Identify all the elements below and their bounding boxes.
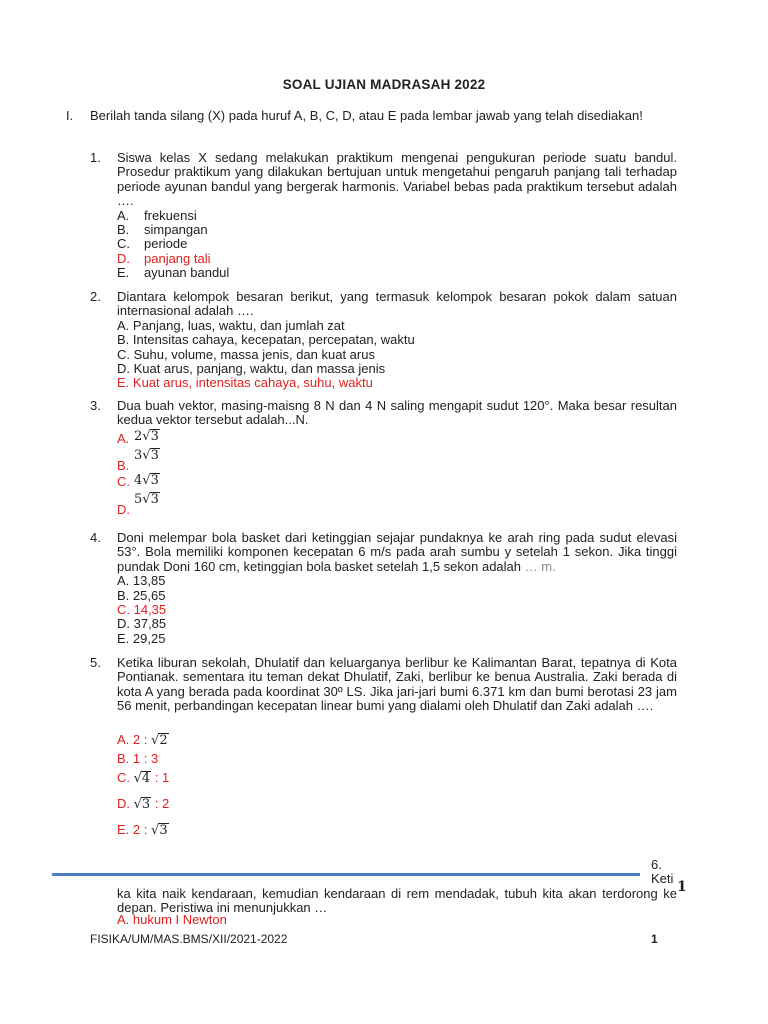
option-a: A. 13,85 — [117, 573, 166, 589]
question-text: Siswa kelas X sedang melakukan praktikum mengenai pengukuran periode suatu bandul. Prosedur praktikum yang dilakukan bertujuan untuk mengetahui pengaruh panjang tali terhadap periode ayunan bandul yang bergerak harmonis. Variabel bebas pada praktikum tersebut adalah …. — [117, 150, 677, 209]
option-c: C. Suhu, volume, massa jenis, dan kuat arus — [117, 346, 375, 362]
question-1 — [90, 151, 677, 281]
page-title: SOAL UJIAN MADRASAH 2022 — [282, 77, 486, 92]
option-a: A. 2 : √2 — [117, 732, 168, 748]
question-5 — [90, 656, 677, 714]
horizontal-rule — [52, 873, 640, 876]
option-b: B. 25,65 — [117, 587, 166, 603]
option-b: B. 1 : 3 — [117, 751, 159, 766]
option-c: C. periode — [117, 236, 188, 252]
option-b-label: B. — [117, 458, 130, 473]
option-b: B. simpangan — [117, 222, 208, 238]
question-number: 2. — [90, 289, 101, 304]
option-e: E. ayunan bandul — [117, 265, 230, 281]
option-d-answer: D. panjang tali — [117, 250, 211, 266]
question-text: Diantara kelompok besaran berikut, yang termasuk kelompok besaran pokok dalam satuan internasional adalah …. — [117, 289, 677, 319]
option-a: A. Panjang, luas, waktu, dan jumlah zat — [117, 317, 345, 333]
option-d: D. 37,85 — [117, 616, 167, 632]
option-e: E. 29,25 — [117, 630, 166, 646]
option-a-value: 2√3 — [134, 429, 159, 444]
option-d-value: 5√3 — [134, 492, 159, 507]
page-number: 1 — [651, 932, 658, 946]
question-number: 1. — [90, 150, 101, 165]
option-c-value: 4√3 — [134, 473, 159, 488]
footer-code: FISIKA/UM/MAS.BMS/XII/2021-2022 — [90, 932, 288, 946]
question-text: Doni melempar bola basket dari ketinggian sejajar pundaknya ke arah ring pada sudut elevasi 53°. Bola memiliki komponen kecepatan 6 m/s pada arah sumbu y setelah 1 sekon. Jika tinggi pundak Doni 160 cm, ketinggian bola basket setelah 1,5 sekon adalah … m. — [117, 530, 677, 574]
question-text: Dua buah vektor, masing-maisng 8 N dan 4 N saling mengapit sudut 120°. Maka besar resultan kedua vektor tersebut adalah...N. — [117, 398, 677, 428]
option-b: B. Intensitas cahaya, kecepatan, percepatan, waktu — [117, 332, 415, 348]
question-number: 4. — [90, 530, 101, 545]
question-2 — [90, 290, 677, 391]
question-6-option-a: A. hukum I Newton — [117, 912, 227, 927]
section-instruction: Berilah tanda silang (X) pada huruf A, B, C, D, atau E pada lembar jawab yang telah disediakan! — [90, 108, 643, 123]
side-page-number: 1 — [677, 879, 687, 895]
question-6-text: ka kita naik kendaraan, kemudian kendaraan di rem mendadak, tubuh kita akan terdorong ke depan. Peristiwa ini menunjukkan … — [117, 886, 677, 916]
question-6-number: 6. — [651, 857, 662, 872]
option-d: D. Kuat arus, panjang, waktu, dan massa jenis — [117, 361, 386, 377]
question-4 — [90, 531, 677, 646]
option-d: D. √3 : 2 — [117, 796, 170, 812]
question-text: Ketika liburan sekolah, Dhulatif dan keluarganya berlibur ke Kalimantan Barat, tepatnya di Kota Pontianak. sementara itu teman dekat Dhulatif, Zaki, berlibur ke benua Australia. Zaki berada di kota A yang berada pada koordinat 30º LS. Jika jari-jari bumi 6.371 km dan bumi berotasi 23 jam 56 menit, perbandingan kecepatan linear bumi yang dialami oleh Dhulatif dan Zaki adalah …. — [117, 655, 677, 714]
option-c-label: C. — [117, 474, 130, 489]
option-a-label: A. — [117, 431, 130, 446]
question-number: 5. — [90, 655, 101, 670]
option-c-answer: C. 14,35 — [117, 602, 167, 618]
question-number: 3. — [90, 398, 101, 413]
option-d-label: D. — [117, 502, 130, 517]
question-3 — [90, 399, 677, 428]
option-c: C. √4 : 1 — [117, 770, 170, 786]
option-b-value: 3√3 — [134, 448, 159, 463]
option-e: E. 2 : √3 — [117, 822, 168, 838]
option-a: A. frekuensi — [117, 207, 197, 223]
section-numeral: I. — [66, 108, 74, 123]
question-6-word-start: Keti — [651, 871, 674, 886]
option-e-answer: E. Kuat arus, intensitas cahaya, suhu, waktu — [117, 375, 373, 391]
